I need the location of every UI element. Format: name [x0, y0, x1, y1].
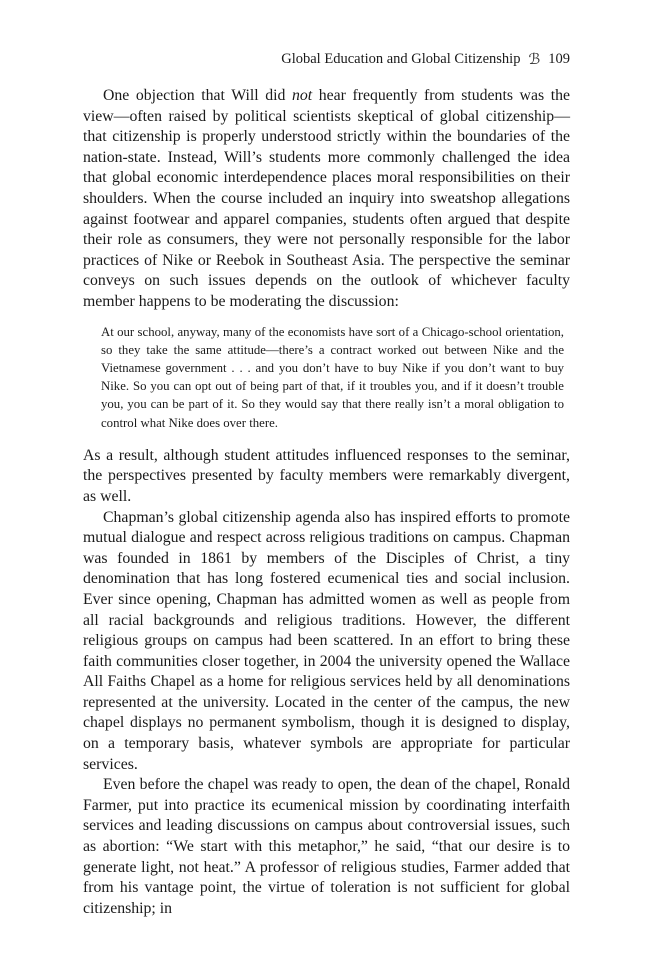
paragraph-2: As a result, although student attitudes influenced responses to the seminar, the perspectives presented by faculty members were remarkably divergent, as well.: [83, 446, 570, 505]
paragraph-4: Even before the chapel was ready to open, the dean of the chapel, Ronald Farmer, put into practice its ecumenical mission by coordinating interfaith services and leading discussions on campus about controversial issues, such as abortion: “We start with this metaphor,” he said, “that our desire is to generate light, not heat.” A professor of religious studies, Farmer added that from his vantage point, the virtue of toleration is not sufficient for global citizenship; in: [83, 776, 570, 917]
block-quote: At our school, anyway, many of the economists have sort of a Chicago-school orientation, so they take the same attitude—there’s a contract worked out between Nike and the Vietnamese government . . . and you don’t have to buy Nike if you don’t want to buy Nike. So you can opt out of being part of that, if it troubles you, and if it doesn’t trouble you, you can be part of it. So they would say that there really isn’t a moral obligation to control what Nike does over there.: [101, 324, 564, 430]
running-title: Global Education and Global Citizenship: [281, 51, 521, 67]
paragraph-3: Chapman’s global citizenship agenda also has inspired efforts to promote mutual dialogue and respect across religious traditions on campus. Chapman was founded in 1861 by members of the Disciples of Christ, a tiny denomination that has long fostered ecumenical ties and social inclusion. Ever since opening, Chapman has admitted women as well as people from all racial backgrounds and religious traditions. However, the different religious groups on campus had been scattered. In an effort to bring these faith communities closer together, in 2004 the university opened the Wallace All Faiths Chapel as a home for religious services held by all denominations represented at the university. Located in the center of the campus, the new chapel displays no permanent symbolism, though it is designed to display, on a temporary basis, whatever symbols are appropriate for particular services.: [83, 508, 570, 773]
paragraph-1: One objection that Will did not hear frequently from students was the view—often raised by political scientists skeptical of global citizenship—that citizenship is properly understood strictly within the boundaries of the nation-state. Instead, Will’s students more commonly challenged the idea that global economic interdependence places moral responsibilities on their shoulders. When the course included an inquiry into sweatshop allegations against footwear and apparel companies, students often argued that despite their role as consumers, they were not personally responsible for the labor practices of Nike or Reebok in Southeast Asia. The perspective the seminar conveys on such issues depends on the outlook of whichever faculty member happens to be moderating the discussion:: [83, 87, 570, 310]
running-header: [281, 50, 570, 69]
emphasis: not: [291, 87, 313, 104]
body-text: [83, 86, 570, 919]
page-number: 109: [548, 51, 570, 67]
ornament-icon: ℬ: [528, 52, 541, 68]
